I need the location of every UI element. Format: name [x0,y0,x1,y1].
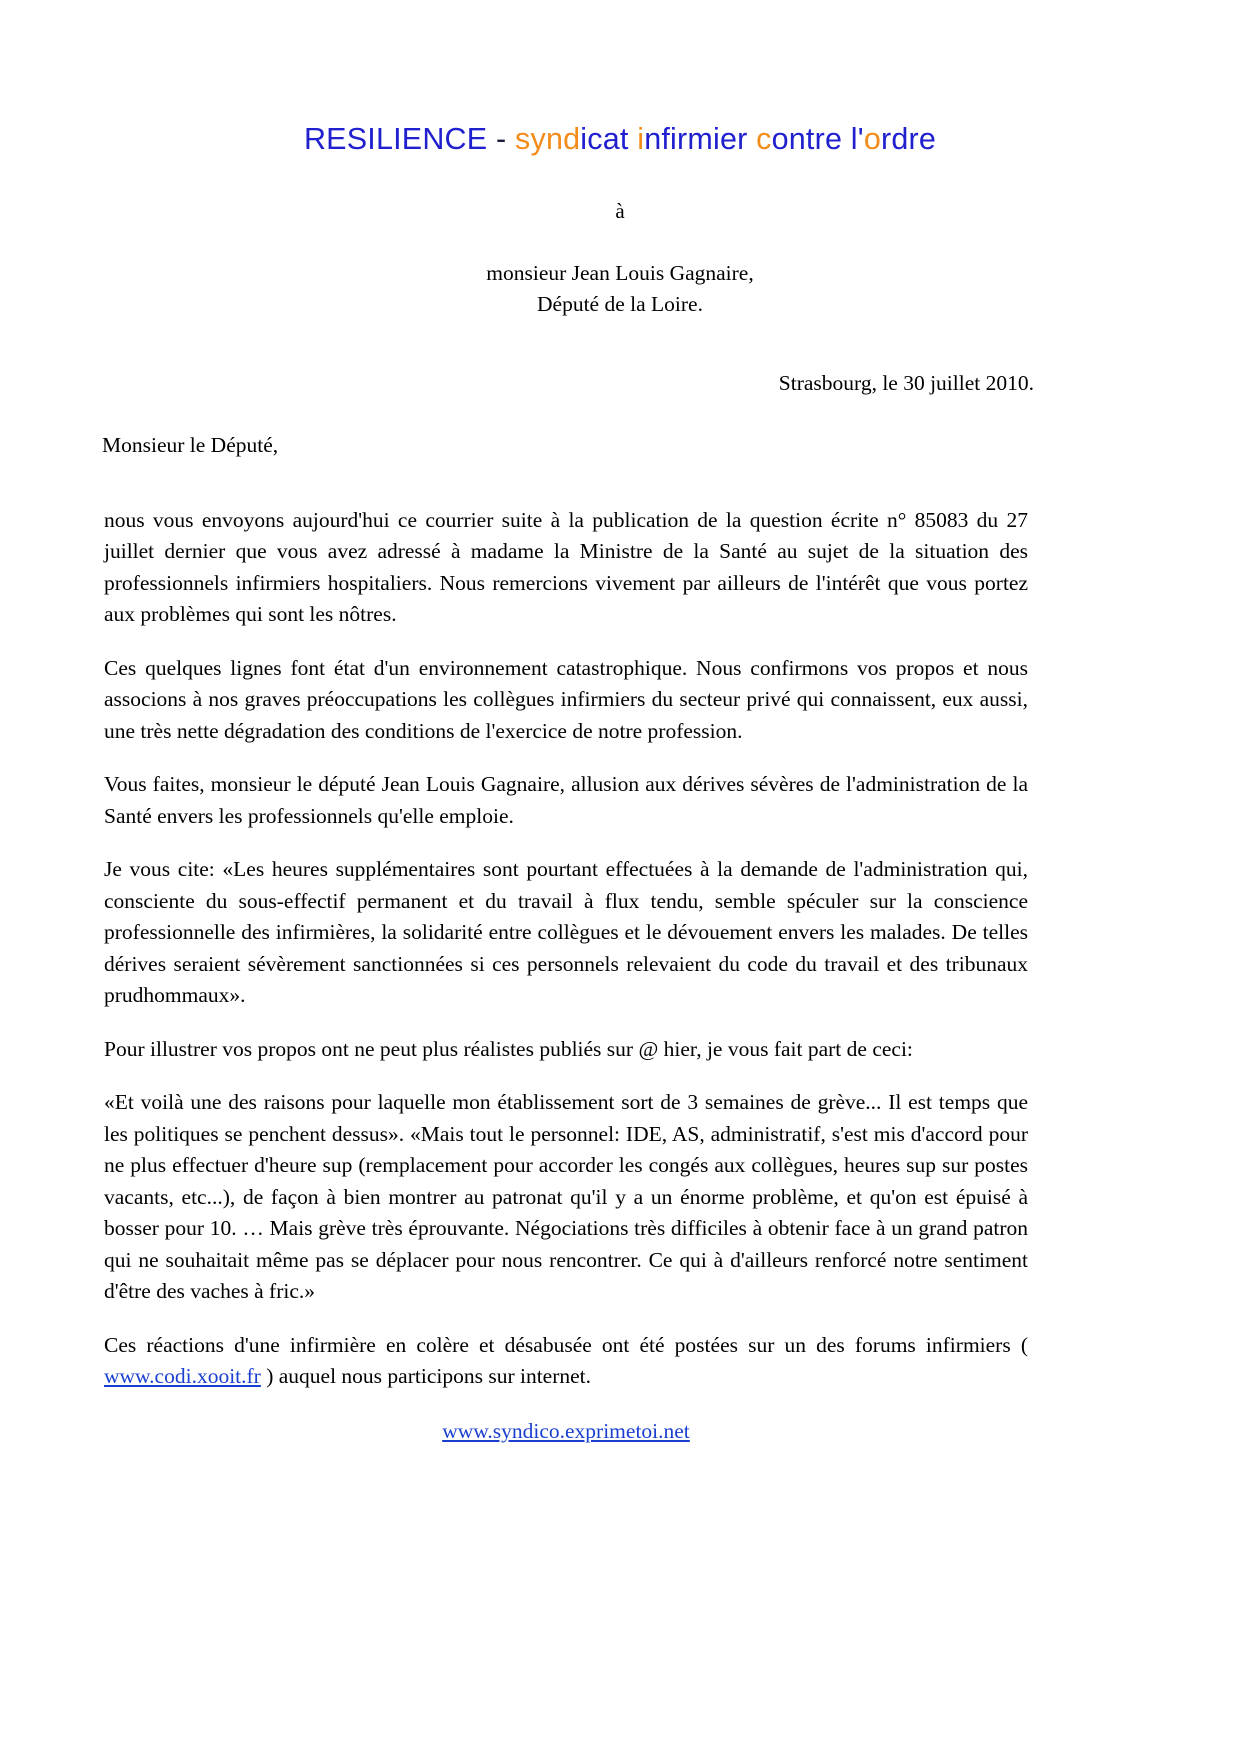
syndico-site-link[interactable]: www.syndico.exprimetoi.net [442,1418,690,1443]
title-segment-icat: icat [580,122,638,156]
addressee-marker: à [615,199,625,224]
paragraph-5: Pour illustrer vos propos ont ne peut plus réalistes publiés sur @ hier, je vous fait part de ceci: [104,1036,913,1061]
title-segment-nfirmier: nfirmier [644,122,757,156]
paragraph-2: Ces quelques lignes font état d'un environnement catastrophique. Nous confirmons vos propos et nous associons à nos graves préoccupations les collègues infirmiers du secteur privé qui connaissent, eux aussi, une très nette dégradation des conditions de l'exercice de notre profession. [104,655,1028,743]
title-segment-synd: synd [515,122,581,156]
paragraph-4: Je vous cite: «Les heures supplémentaires sont pourtant effectuées à la demande de l'administration qui, consciente du sous-effectif permanent et du travail à flux tendu, semble spéculer sur la conscience professionnelle des infirmières, la solidarité entre collègues et le dévouement envers les malades. De telles dérives seraient sévèrement sanctionnées si ces personnels relevaient du code du travail et des tribunaux prudhommaux». [104,857,1028,1008]
paragraph-7-text-before: Ces réactions d'une infirmière en colère et désabusée ont été postées sur un des forums infirmiers ( [104,1332,1028,1357]
footer-link-row [0,1393,1240,1445]
recipient-name: monsieur Jean Louis Gagnaire, [486,261,754,286]
title-segment-c: c [756,122,772,156]
title-segment-o: o [863,122,881,156]
title-segment-i: i [637,122,645,156]
paragraph-1: nous vous envoyons aujourd'hui ce courrier suite à la publication de la question écrite n° 85083 du 27 juillet dernier que vous avez adressé à madame la Ministre de la Santé au sujet de la situation des professionnels infirmiers hospitaliers. Nous remercions vivement par ailleurs de l'intérêt que vous portez aux problèmes qui sont les nôtres. [104,507,1028,627]
dateline: Strasbourg, le 30 juillet 2010. [778,371,1034,396]
letter-body [0,459,1240,1393]
paragraph-7-text-after: ) auquel nous participons sur internet. [260,1364,592,1389]
paragraph-3: Vous faites, monsieur le député Jean Louis Gagnaire, allusion aux dérives sévères de l'administration de la Santé envers les professionnels qu'elle emploie. [104,772,1028,828]
forum-link[interactable]: www.codi.xooit.fr [104,1364,261,1389]
recipient-role: Député de la Loire. [537,291,703,316]
title-segment-resilience: RESILIENCE [303,122,488,156]
recipient-block [0,224,1240,319]
paragraph-7 [104,1330,1028,1393]
title-segment-ontre-l: ontre l' [771,122,864,156]
title-segment-rdre: rdre [880,122,937,156]
title-segment-dash: - [487,122,516,156]
paragraph-6-quote: «Et voilà une des raisons pour laquelle mon établissement sort de 3 semaines de grève... Il est temps que les politiques se penchent dessus». «Mais tout le personnel: IDE, AS, administratif, s'est mis d'accord pour ne plus effectuer d'heure sup (remplacement pour accorder les congés aux collègues, heures sup sur postes vacants, etc...), de façon à bien montrer au patronat qu'il y a un énorme problème, et qu'on est épuisé à bosser pour 10. … Mais grève très éprouvante. Négociations très difficiles à obtenir face à un grand patron qui ne souhaitait même pas se déplacer pour nous rencontrer. Ce qui à d'ailleurs renforcé notre sentiment d'être des vaches à fric.» [104,1090,1028,1304]
document-title [0,0,1240,157]
salutation: Monsieur le Député, [102,433,279,458]
